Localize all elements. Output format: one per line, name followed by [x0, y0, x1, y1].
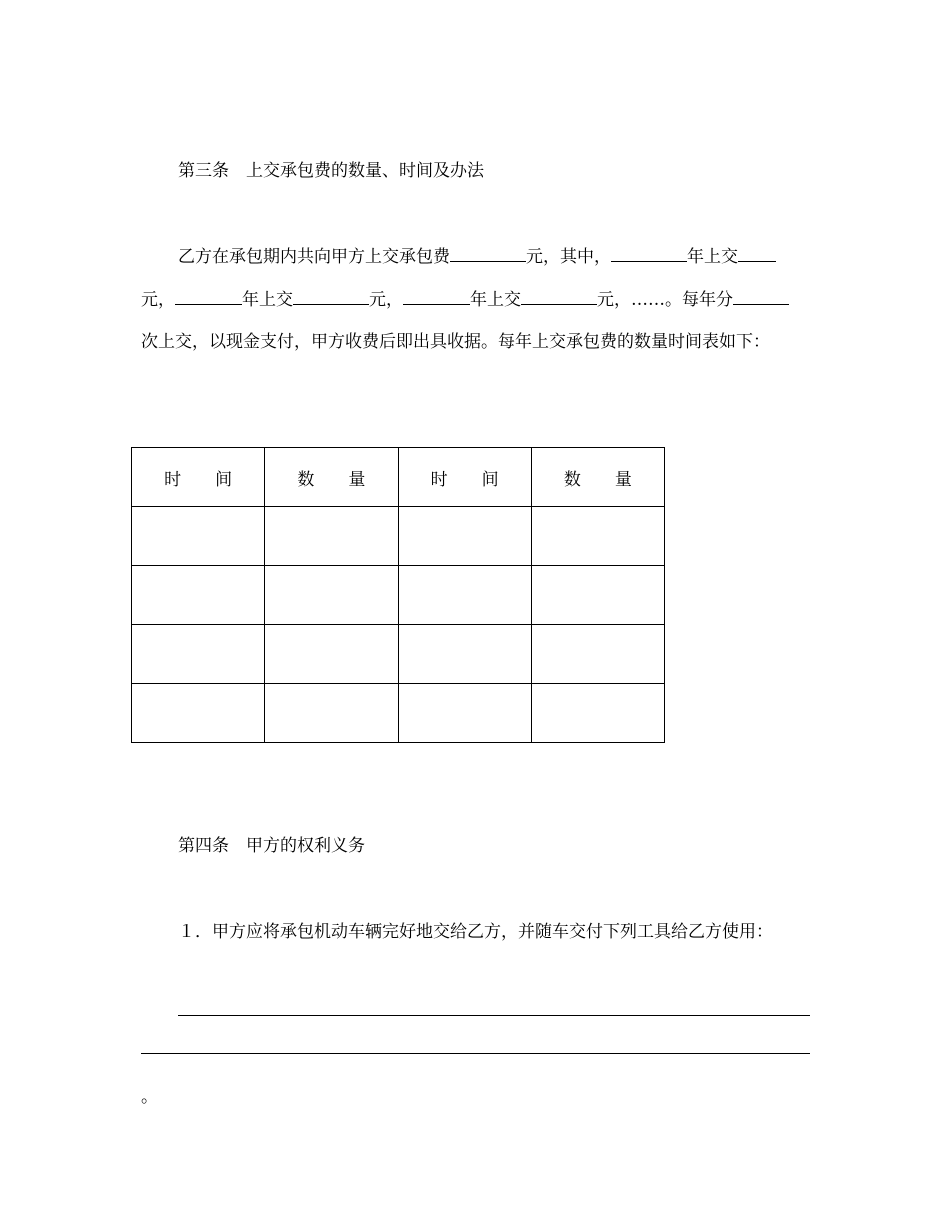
- article-3-line-3: 次上交，以现金支付，甲方收费后即出具收据。每年上交承包费的数量时间表如下：: [141, 332, 770, 352]
- blank-installments[interactable]: [733, 290, 789, 305]
- article-4-heading: 第四条 甲方的权利义务: [178, 836, 365, 856]
- table-cell[interactable]: [132, 507, 265, 566]
- line-2-text-a: 元，: [141, 290, 175, 310]
- blank-total-fee[interactable]: [450, 247, 526, 262]
- ending-punctuation: 。: [141, 1087, 158, 1107]
- table-cell[interactable]: [531, 507, 664, 566]
- payment-schedule-table: [131, 447, 665, 743]
- table-cell[interactable]: [531, 625, 664, 684]
- table-cell[interactable]: [132, 625, 265, 684]
- blank-amount-2[interactable]: [293, 290, 369, 305]
- blank-year-1[interactable]: [611, 247, 687, 262]
- table-cell[interactable]: [398, 684, 531, 743]
- line-2-text-d: 年上交: [470, 290, 521, 310]
- blank-year-2[interactable]: [175, 290, 242, 305]
- table-cell[interactable]: [265, 507, 398, 566]
- line-1-text-a: 乙方在承包期内共向甲方上交承包费: [178, 247, 450, 267]
- tools-fill-line-2[interactable]: [141, 1053, 810, 1054]
- line-1-text-b: 元，其中，: [526, 247, 611, 267]
- table-cell[interactable]: [398, 625, 531, 684]
- table-cell[interactable]: [132, 684, 265, 743]
- table-row: [132, 566, 665, 625]
- header-amount-1: 数 量: [265, 448, 398, 507]
- line-2-text-b: 年上交: [242, 290, 293, 310]
- article-3-heading: 第三条 上交承包费的数量、时间及办法: [178, 161, 484, 181]
- table-cell[interactable]: [265, 625, 398, 684]
- article-3-line-1: [178, 242, 776, 267]
- table-row: [132, 625, 665, 684]
- tools-fill-line-1[interactable]: [178, 1015, 810, 1016]
- table-row: [132, 684, 665, 743]
- table-cell[interactable]: [398, 566, 531, 625]
- line-2-text-e: 元，……。每年分: [597, 290, 733, 310]
- header-time-2: 时 间: [398, 448, 531, 507]
- table-cell[interactable]: [398, 507, 531, 566]
- line-2-text-c: 元，: [369, 290, 403, 310]
- table-cell[interactable]: [265, 566, 398, 625]
- article-4-item-1: １．甲方应将承包机动车辆完好地交给乙方，并随车交付下列工具给乙方使用：: [178, 922, 773, 942]
- blank-year-3[interactable]: [403, 290, 470, 305]
- header-time-1: 时 间: [132, 448, 265, 507]
- table-row: [132, 507, 665, 566]
- table-header-row: [132, 448, 665, 507]
- table-cell[interactable]: [531, 566, 664, 625]
- header-amount-2: 数 量: [531, 448, 664, 507]
- blank-amount-3[interactable]: [521, 290, 597, 305]
- table-cell[interactable]: [265, 684, 398, 743]
- line-1-text-c: 年上交: [687, 247, 738, 267]
- table-cell[interactable]: [531, 684, 664, 743]
- blank-amount-1[interactable]: [738, 247, 776, 262]
- article-3-line-2: [141, 285, 789, 310]
- table-cell[interactable]: [132, 566, 265, 625]
